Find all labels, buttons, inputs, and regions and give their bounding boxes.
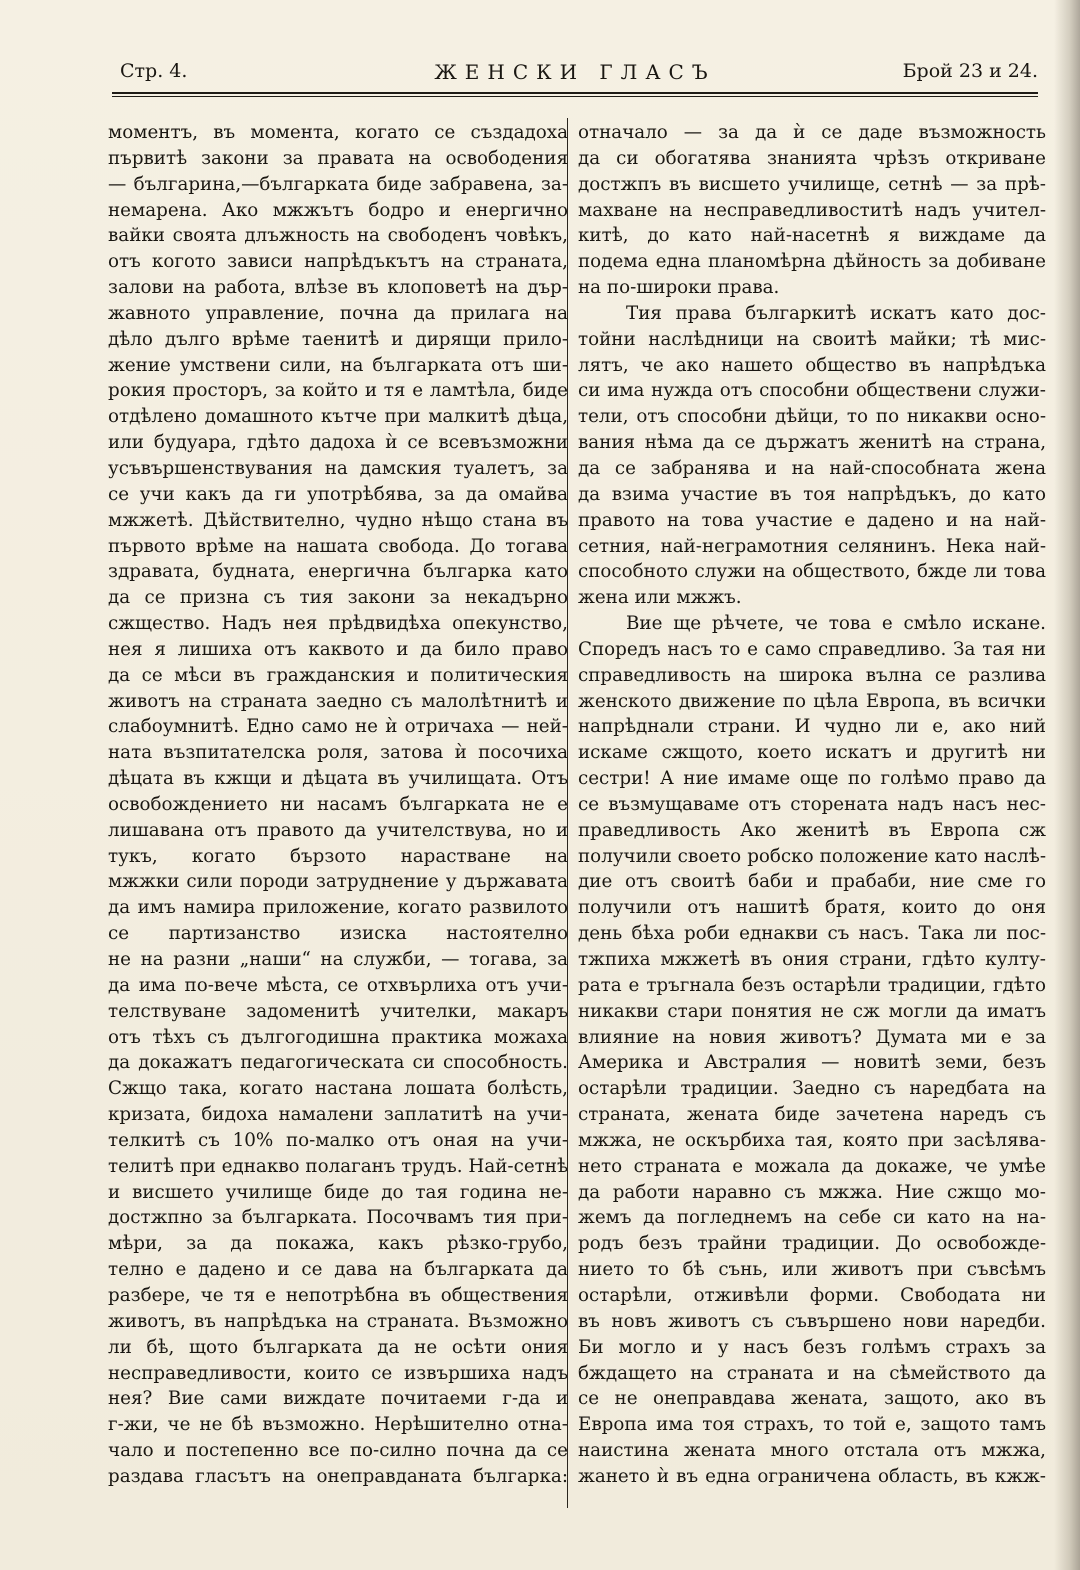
text-line: праведливость Ако женитѣ въ Европа сж	[578, 819, 1046, 841]
text-line: телкитѣ съ 10% по-малко отъ оная на учи-	[108, 1129, 568, 1151]
right-text-column	[578, 120, 1046, 1490]
text-line: първитѣ закони за правата на освободения	[108, 147, 568, 169]
text-line: отначало — за да ѝ се даде възможность	[578, 122, 1046, 143]
text-line: слабоумнитѣ. Едно само не ѝ отричаха — ней-	[108, 716, 568, 738]
text-line: получили своето робско положение като наслѣ-	[578, 845, 1046, 867]
text-line: моментъ, въ момента, когато се създадоха	[108, 122, 568, 143]
text-line: способното служи на обществото, бжде ли това	[578, 561, 1046, 583]
text-line: се партизанство изиска настоятелно	[108, 923, 568, 945]
text-line: животъ на страната заедно съ малолѣтнитѣ и	[108, 690, 568, 712]
text-line: отдѣлено домашното кътче при малкитѣ дѣца,	[108, 406, 568, 428]
text-line: вайки своята длъжность на свободенъ човѣкъ,	[108, 225, 568, 247]
text-line: Вие ще рѣчете, че това е смѣло искане.	[626, 613, 1046, 635]
text-line: справедливость на широка вълна се разлива	[578, 664, 1046, 686]
text-line: достжпно за българката. Посочвамъ тия при-	[108, 1207, 568, 1229]
text-line: да докажатъ педагогическата си способность.	[108, 1052, 568, 1074]
text-line: телствуване задоменитѣ учителки, макаръ	[108, 1000, 568, 1022]
newspaper-title: ЖЕНСКИ ГЛАСЪ	[434, 60, 716, 84]
text-line: телно е дадено и се дава на българката да	[108, 1259, 568, 1281]
text-line: бждащето на страната и на сѣмейството да	[578, 1362, 1046, 1384]
text-line: вания нѣма да се държатъ женитѣ на страна,	[578, 432, 1046, 454]
text-line: нея? Вие сами виждате почитаеми г-да и	[108, 1388, 568, 1410]
text-line: сестри! А ние имаме още по голѣмо право да	[578, 768, 1046, 790]
text-line: жение умствени сили, на българката отъ ши-	[108, 354, 568, 376]
text-line: да има по-вече мѣста, се отхвърлиха отъ учи-	[108, 974, 568, 996]
text-line: дие отъ своитѣ баби и прабаби, ние сме го	[578, 871, 1046, 893]
text-line: страната, жената биде зачетена наредъ съ	[578, 1104, 1046, 1126]
text-line: сжщество. Надъ нея прѣдвидѣха опекунство,	[108, 613, 568, 635]
text-line: день бѣха роби еднакви съ насъ. Така ли пос-	[578, 923, 1046, 945]
text-line: освобождението ни насамъ българката не е	[108, 793, 568, 815]
text-line: лишавана отъ правото да учителствува, но и	[108, 819, 568, 841]
text-line: получили отъ нашитѣ братя, които до оня	[578, 897, 1046, 919]
text-line: усъвършенствувания на дамския туалетъ, за	[108, 457, 568, 479]
text-line: сетния, най-неграмотния селянинъ. Нека най-	[578, 535, 1046, 557]
text-line: жена или мжжъ.	[578, 587, 742, 609]
text-line: правото на това участие е дадено и на най-	[578, 509, 1046, 531]
text-line: рата е тръгнала безъ остарѣли традиции, гдѣто	[578, 974, 1046, 996]
text-line: телитѣ при еднакво полаганъ трудъ. Най-сетнѣ	[108, 1155, 568, 1177]
issue-number-label: Брой 23 и 24.	[902, 60, 1038, 82]
text-line: кризата, бидоха намалени заплатитѣ на учи-	[108, 1104, 568, 1126]
text-line: — българина,—българката биде забравена, за-	[108, 173, 568, 195]
text-line: здравата, будната, енергична българка като	[108, 561, 568, 583]
text-line: или будуара, гдѣто дадоха ѝ се всевъзможни	[108, 432, 568, 454]
text-line: да имъ намира приложение, когато развилото	[108, 897, 568, 919]
text-line: тойни наслѣдници на своитѣ майки; тѣ мис-	[578, 328, 1046, 350]
text-line: Би могло и у насъ безъ голѣмъ страхъ за	[578, 1336, 1046, 1358]
text-line: Сжщо така, когато настана лошата болѣсть,	[108, 1078, 568, 1100]
text-line: немарена. Ако мжжътъ бодро и енергично	[108, 199, 568, 221]
text-line: Споредъ насъ то е само справедливо. За тая ни	[578, 638, 1046, 660]
text-line: искаме сжщото, което искатъ и другитѣ ни	[578, 742, 1046, 764]
text-line: Тия права българкитѣ искатъ като дос-	[626, 302, 1046, 324]
text-line: се учи какъ да ги употрѣбява, за да омайва	[108, 483, 568, 505]
text-line: отъ когото зависи напрѣдъкътъ на страната,	[108, 251, 568, 273]
text-line: се не онеправдава жената, защото, ако въ	[578, 1388, 1046, 1410]
text-line: да си обогатява знанията чрѣзъ откриване	[578, 147, 1046, 169]
text-line: на по-широки права.	[578, 277, 780, 299]
text-line: не на разни „наши“ на служби, — тогава, за	[108, 949, 568, 970]
page-header	[112, 60, 1038, 94]
text-line: лятъ, че ако нашето общество въ напрѣдъка	[578, 354, 1046, 376]
text-line: жавното управление, почна да прилага на	[108, 302, 568, 324]
column-divider	[567, 118, 568, 1508]
header-rule-thin	[112, 96, 1038, 97]
text-line: мжжки сили породи затруднение у държавата	[108, 871, 568, 893]
text-line: Америка и Австралия — новитѣ земи, безъ	[578, 1052, 1046, 1074]
text-line: жемъ да погледнемъ на себе си като на на-	[578, 1207, 1046, 1229]
text-line: мжжетѣ. Дѣйствително, чудно нѣщо стана въ	[108, 509, 568, 531]
text-line: подема една планомѣрна дѣйность за добиване	[578, 251, 1046, 273]
text-line: китѣ, до като най-насетнѣ я виждаме да	[578, 225, 1046, 247]
text-line: разбере, че тя е непотрѣбна въ обществения	[108, 1284, 568, 1306]
text-line: нея я лишиха отъ каквото и да било право	[108, 638, 568, 660]
text-line: жането ѝ въ една ограничена область, въ кжж-	[578, 1465, 1046, 1487]
text-line: дѣло дълго врѣме таенитѣ и дирящи прило-	[108, 328, 568, 350]
page-spine-shadow	[1054, 0, 1080, 1570]
text-line: животъ, въ напрѣдъка на страната. Възможно	[108, 1310, 568, 1332]
text-line: раздава гласътъ на онеправданата българка:	[108, 1465, 568, 1487]
text-line: залови на работа, влѣзе въ клоповетѣ на дър-	[108, 277, 568, 299]
text-line: да се мѣси въ гражданския и политическия	[108, 664, 568, 686]
text-line: Европа има тоя страхъ, то той е, защото тамъ	[578, 1414, 1046, 1436]
text-line: мжжа, не оскърбиха тая, която при засѣлява-	[578, 1129, 1046, 1151]
text-line: несправедливости, които се извършиха надъ	[108, 1362, 568, 1384]
text-line: ли бѣ, щото българката да не осѣти ония	[108, 1336, 568, 1358]
text-line: въ новъ животъ съ съвършено нови наредби.	[578, 1310, 1046, 1332]
page-number-label: Стр. 4.	[120, 60, 188, 82]
text-line: остарѣли, отживѣли форми. Свободата ни	[578, 1284, 1046, 1306]
text-line: наистина жената много отстала отъ мжжа,	[578, 1440, 1046, 1462]
text-line: остарѣли традиции. Заедно съ наредбата на	[578, 1078, 1046, 1100]
text-line: влияние на новия животъ? Думата ми е за	[578, 1026, 1046, 1048]
text-line: дѣцата въ кжщи и дѣцата въ училищата. Отъ	[108, 768, 568, 790]
text-line: си има нужда отъ способни обществени служи-	[578, 380, 1046, 402]
text-line: да се забранява и на най-способната жена	[578, 457, 1046, 479]
text-line: тукъ, когато бързото нарастване на	[108, 845, 568, 867]
text-line: рокия просторъ, за който и тя е ламтѣла, биде	[108, 380, 568, 402]
text-line: г-жи, че не бѣ възможно. Нерѣшително отна-	[108, 1414, 568, 1436]
text-line: достжпъ въ висшето училище, сетнѣ — за прѣ-	[578, 173, 1046, 195]
text-line: се възмущаваме отъ сторената надъ насъ нес-	[578, 793, 1046, 815]
text-line: тжпиха мжжетѣ въ ония страни, гдѣто култу-	[578, 949, 1046, 970]
text-line: отъ тѣхъ съ дългогодишна практика можаха	[108, 1026, 568, 1048]
text-line: тели, отъ способни дѣйци, то по никакви осно-	[578, 406, 1046, 428]
text-line: махване на несправедливоститѣ надъ учител-	[578, 199, 1046, 221]
text-line: и висшето училище биде до тая година не-	[108, 1181, 568, 1203]
text-line: родъ безъ трайни традиции. До освобожде-	[578, 1233, 1046, 1255]
text-line: да работи наравно съ мжжа. Ние сжщо мо-	[578, 1181, 1046, 1203]
text-line: мѣри, за да покажа, какъ рѣзко-грубо,	[108, 1233, 568, 1255]
header-rule	[112, 92, 1038, 94]
text-line: да взима участие въ тоя напрѣдъкъ, до като	[578, 483, 1046, 505]
text-line: да се призна съ тия закони за некадърно	[108, 587, 568, 609]
text-line: чало и постепенно все по-силно почна да се	[108, 1440, 568, 1462]
text-line: нието то бѣ сънь, или животъ при съвсѣмъ	[578, 1259, 1046, 1281]
text-line: ната възпитателска роля, затова ѝ посочиха	[108, 742, 568, 764]
text-line: напрѣднали страни. И чудно ли е, ако ний	[578, 716, 1046, 738]
text-line: нето страната е можала да докаже, че умѣе	[578, 1155, 1046, 1177]
text-line: никакви стари понятия не сж могли да иматъ	[578, 1000, 1046, 1022]
text-line: женското движение по цѣла Европа, въ всички	[578, 690, 1046, 712]
left-text-column	[108, 120, 568, 1490]
text-line: първото врѣме на нашата свобода. До тогава	[108, 535, 568, 557]
